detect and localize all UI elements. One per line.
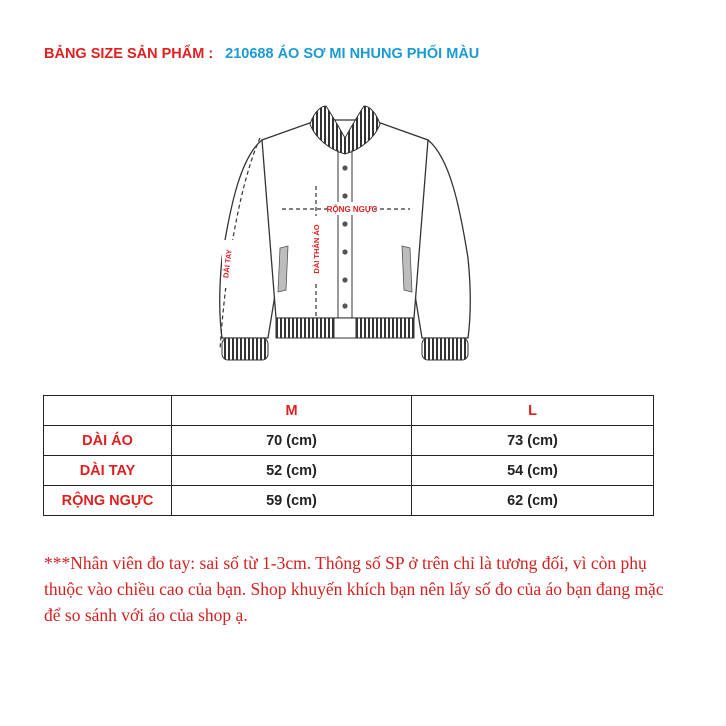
product-name: 210688 ÁO SƠ MI NHUNG PHỐI MÀU [225,46,480,62]
row-label: DÀI ÁO [44,426,172,456]
chest-label: RỘNG NGỰC [326,205,378,214]
cell-m: 52 (cm) [172,456,412,486]
page-title [44,46,479,62]
measurement-note: ***Nhân viên đo tay: sai số từ 1-3cm. Thông số SP ở trên chỉ là tương đối, vì còn phụ thuộc vào chiều cao của bạn. Shop khuyến khích bạn nên lấy số đo của áo bạn đang mặc để so sánh với áo của shop ạ. [44,553,664,625]
table-header-l: L [412,396,654,426]
cell-m: 59 (cm) [172,486,412,516]
row-label: DÀI TAY [44,456,172,486]
table-row [44,456,654,486]
table-header-m: M [172,396,412,426]
cell-l: 62 (cm) [412,486,654,516]
body-length-label: DÀI THÂN ÁO [312,224,321,274]
size-chart-label: BẢNG SIZE SẢN PHẨM : [44,46,214,62]
table-row [44,486,654,516]
table-row [44,426,654,456]
row-label: RỘNG NGỰC [44,486,172,516]
size-table [43,395,654,516]
sleeve-label: DÀI TAY [221,248,234,279]
cell-l: 54 (cm) [412,456,654,486]
bomber-jacket-icon [200,98,490,378]
table-header-row [44,396,654,426]
cell-l: 73 (cm) [412,426,654,456]
table-header-empty [44,396,172,426]
cell-m: 70 (cm) [172,426,412,456]
